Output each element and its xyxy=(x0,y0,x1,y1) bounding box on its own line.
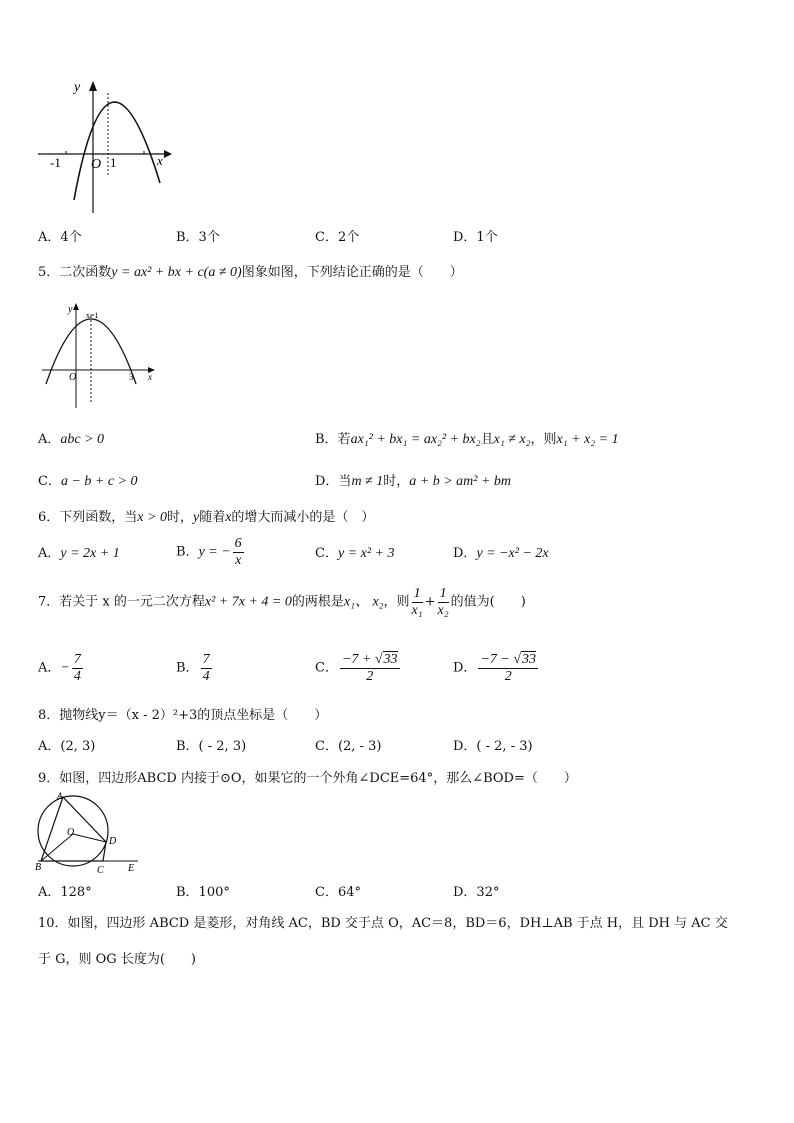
fig1-origin: O xyxy=(91,157,102,172)
q5-d-math1: m ≠ 1 xyxy=(351,474,384,489)
q5-tail: 图象如图，下列结论正确的是（ ） xyxy=(241,265,463,280)
q7-c-num: −7 + √33 xyxy=(341,652,398,667)
q5-option-b[interactable] xyxy=(315,432,619,448)
q9-stem: 9．如图，四边形ABCD 内接于⊙O，如果它的一个外角∠DCE=64°，那么∠BOD=（ ） xyxy=(38,771,577,786)
q4-option-b[interactable]: B．3个 xyxy=(176,230,220,245)
q8-option-c[interactable]: C．(2, - 3) xyxy=(315,739,382,754)
q6-option-b[interactable] xyxy=(176,536,246,569)
q6-option-d[interactable] xyxy=(453,546,549,562)
q7-a-fraction xyxy=(72,652,83,685)
q7-a-sign: − xyxy=(60,660,70,676)
q7-mid2: ，则 xyxy=(383,594,410,610)
q7-f2-den: x₂ xyxy=(437,603,449,618)
q4-option-a[interactable]: A．4个 xyxy=(38,230,82,245)
q5-a-prefix: A． xyxy=(38,432,61,447)
q6-b-fraction xyxy=(233,536,244,569)
q5-b-math1: ax₁² + bx₁ = ax₂² + bx₂ xyxy=(350,432,481,447)
q5-formula: y = ax² + bx + c(a ≠ 0) xyxy=(111,265,242,280)
q7-b-den: 4 xyxy=(202,669,210,684)
fig1-minus1: -1 xyxy=(50,155,61,170)
q6-cond: x > 0 xyxy=(137,510,167,525)
q5-d-math2: a + b > am² + bm xyxy=(409,474,512,489)
q6-mid2: 随着 xyxy=(199,510,226,525)
q7-a-prefix: A． xyxy=(38,660,61,676)
fig3-label-a: A xyxy=(57,792,63,801)
q6-c-math: y = x² + 3 xyxy=(337,546,395,561)
q7-f1-num: 1 xyxy=(412,586,423,603)
q7-roots: x₁、 x₂ xyxy=(343,594,384,610)
fig2-x-label: x xyxy=(148,372,152,382)
fig1-y-label: y xyxy=(74,80,81,95)
q5-b-mid: 且 xyxy=(480,432,494,447)
q7-option-d[interactable] xyxy=(453,652,540,685)
parabola-curve xyxy=(74,102,160,200)
q7-f1-den: x₁ xyxy=(411,603,423,618)
q6-b-den: x xyxy=(235,553,242,568)
q4-option-d[interactable]: D．1个 xyxy=(453,230,498,245)
q6-mid: 时， xyxy=(166,510,193,525)
q4-option-c[interactable]: C．2个 xyxy=(315,230,360,245)
parabola-figure-2 xyxy=(40,300,160,412)
q9-option-a[interactable]: A．128° xyxy=(38,885,92,900)
q5-option-c[interactable] xyxy=(38,474,138,490)
fig1-x-label: x xyxy=(157,153,163,168)
q6-lead: 6．下列函数，当 xyxy=(38,510,138,525)
q5-d-mid: 时， xyxy=(383,474,410,489)
fig3-label-o: O xyxy=(67,827,75,838)
q7-d-den: 2 xyxy=(504,669,512,684)
q7-fraction-2 xyxy=(438,586,449,619)
q5-a-math: abc > 0 xyxy=(60,432,105,447)
q6-a-prefix: A． xyxy=(38,546,61,561)
q6-d-prefix: D． xyxy=(453,546,477,561)
q7-d-prefix: D． xyxy=(453,660,477,676)
q7-option-b[interactable] xyxy=(176,652,214,685)
q7-equation: x² + 7x + 4 = 0 xyxy=(204,594,292,610)
q7-plus: + xyxy=(424,594,436,610)
q7-fraction-1 xyxy=(412,586,423,619)
q10-stem-line2: 于 G，则 OG 长度为( ) xyxy=(38,952,196,967)
q5-b-prefix: B．若 xyxy=(315,432,351,447)
segment-od xyxy=(73,834,106,842)
q6-a-math: y = 2x + 1 xyxy=(60,546,120,561)
q7-mid: 的两根是 xyxy=(291,594,344,610)
q5-b-math3: x₁ + x₂ = 1 xyxy=(556,432,619,447)
q8-option-a[interactable]: A．(2, 3) xyxy=(38,739,96,754)
y-axis-arrow xyxy=(73,303,79,310)
q6-c-prefix: C． xyxy=(315,546,338,561)
q7-b-prefix: B． xyxy=(176,660,199,676)
fig2-three: 3 xyxy=(129,372,134,382)
q7-option-a[interactable] xyxy=(38,652,85,685)
fig3-label-b: B xyxy=(35,862,42,873)
q8-stem: 8．抛物线y＝（x - 2）²+3的顶点坐标是（ ） xyxy=(38,708,328,723)
q6-option-c[interactable] xyxy=(315,546,394,562)
q6-x: x xyxy=(225,510,232,525)
y-axis-arrow xyxy=(89,81,97,91)
fig2-y-label: y xyxy=(68,304,73,315)
q6-b-prefix: B． xyxy=(176,544,199,560)
q6-y: y xyxy=(192,510,200,525)
q6-b-num: 6 xyxy=(234,536,242,551)
q5-option-d[interactable] xyxy=(315,474,511,490)
q7-c-den: 2 xyxy=(366,669,374,684)
q7-b-fraction xyxy=(201,652,212,685)
q6-b-pre: y = − xyxy=(198,544,231,560)
q7-lead: 7．若关于 x 的一元二次方程 xyxy=(38,594,205,610)
fig3-label-c: C xyxy=(97,865,104,876)
q5-c-math: a − b + c > 0 xyxy=(60,474,138,489)
fig1-one: 1 xyxy=(110,155,117,170)
q7-d-num: −7 − √33 xyxy=(480,652,537,667)
q7-c-fraction xyxy=(340,652,400,685)
q5-b-math2: x₁ ≠ x₂ xyxy=(493,432,531,447)
q6-option-a[interactable] xyxy=(38,546,120,562)
q6-stem xyxy=(38,510,374,526)
q7-d-num-pre: −7 − xyxy=(480,652,514,667)
q7-option-c[interactable] xyxy=(315,652,402,685)
x-axis-arrow xyxy=(164,150,172,158)
fig3-label-d: D xyxy=(109,836,117,847)
q7-f2-num: 1 xyxy=(438,586,449,603)
q8-option-d[interactable]: D．( - 2, - 3) xyxy=(453,739,533,754)
q7-a-den: 4 xyxy=(73,669,81,684)
q5-stem xyxy=(38,265,463,281)
q5-c-prefix: C． xyxy=(38,474,61,489)
q7-c-prefix: C． xyxy=(315,660,338,676)
q7-d-fraction xyxy=(478,652,538,685)
q7-tail: 的值为( ) xyxy=(450,594,526,610)
q7-stem xyxy=(38,586,526,619)
q7-c-root: 33 xyxy=(383,652,398,667)
q7-d-root: 33 xyxy=(522,652,537,667)
q9-option-b[interactable]: B．100° xyxy=(176,885,230,900)
fig2-axis-label: x=1 xyxy=(86,311,99,320)
parabola-figure-1 xyxy=(36,75,176,217)
q9-option-d[interactable]: D．32° xyxy=(453,885,500,900)
q7-c-num-pre: −7 + xyxy=(341,652,375,667)
q10-stem-line1: 10．如图，四边形 ABCD 是菱形，对角线 AC，BD 交于点 O，AC＝8，BD＝6，DH⊥AB 于点 H，且 DH 与 AC 交 xyxy=(38,916,728,931)
q9-option-c[interactable]: C．64° xyxy=(315,885,361,900)
q8-option-b[interactable]: B．( - 2, 3) xyxy=(176,739,247,754)
fig2-origin: O xyxy=(69,372,77,383)
q6-tail: 的增大而减小的是（ ） xyxy=(231,510,375,525)
q5-d-prefix: D．当 xyxy=(315,474,352,489)
q7-a-num: 7 xyxy=(73,652,81,667)
fig3-label-e: E xyxy=(128,863,135,874)
q6-d-math: y = −x² − 2x xyxy=(476,546,549,561)
q5-b-mid2: ，则 xyxy=(530,432,557,447)
circle-quadrilateral-figure xyxy=(34,792,144,878)
q5-lead: 5．二次函数 xyxy=(38,265,112,280)
q7-b-num: 7 xyxy=(202,652,210,667)
q5-option-a[interactable] xyxy=(38,432,104,448)
